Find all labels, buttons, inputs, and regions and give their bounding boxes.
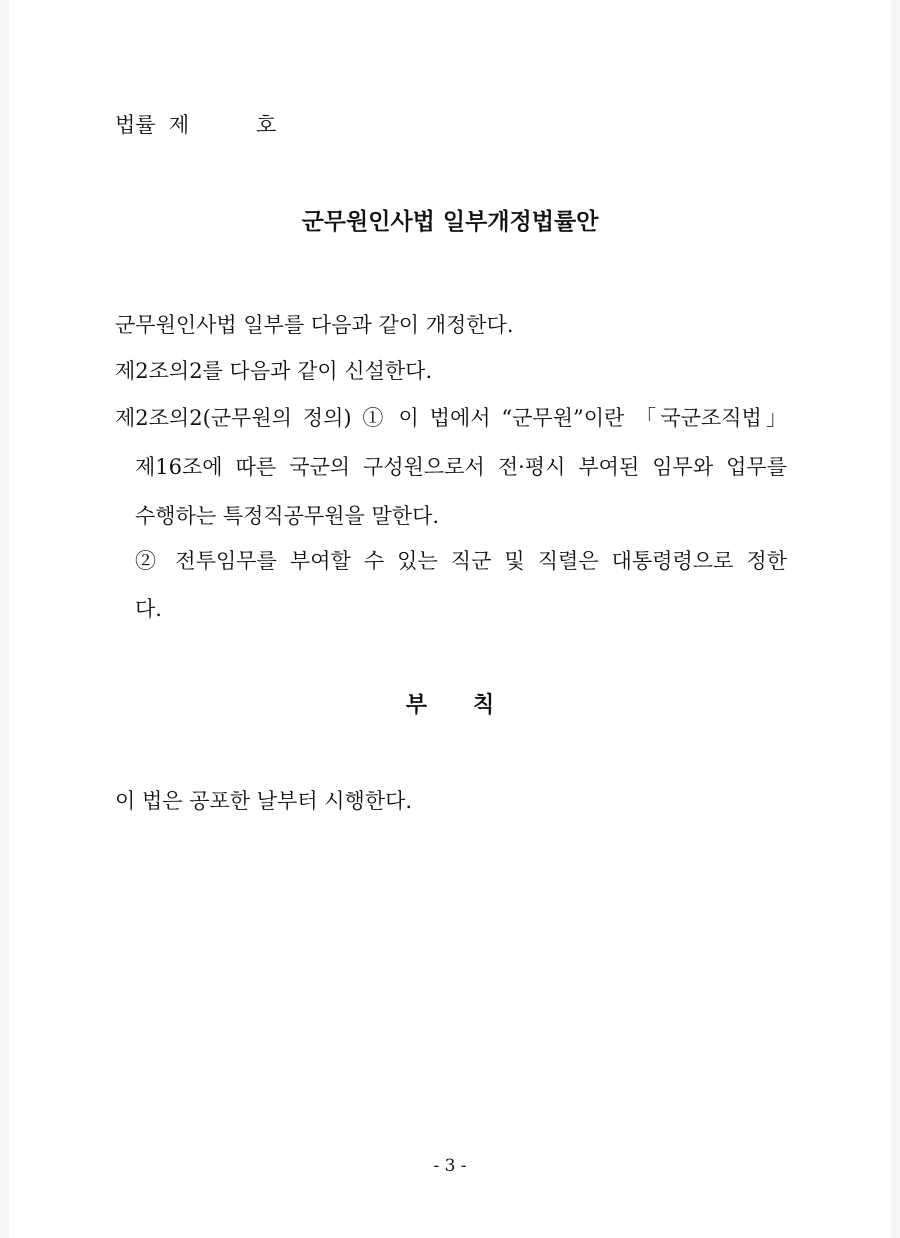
- article-text-line-5: 다.: [135, 597, 162, 621]
- article-text-line-4: ② 전투임무를 부여할 수 있는 직군 및 직렬은 대통령령으로 정한: [135, 549, 787, 573]
- addenda-text: 이 법은 공포한 날부터 시행한다.: [115, 789, 413, 813]
- right-margin-strip: [891, 0, 900, 1238]
- article-text-line-1: 제2조의2(군무원의 정의) ① 이 법에서 “군무원”이란 「국군조직법」: [115, 406, 787, 430]
- page-number: - 3 -: [433, 1156, 467, 1176]
- addenda-title: 부 칙: [405, 692, 495, 718]
- bill-title: 군무원인사법 일부개정법률안: [301, 208, 599, 235]
- article-text-line-3: 수행하는 특정직공무원을 말한다.: [135, 504, 440, 528]
- amendment-intro: 군무원인사법 일부를 다음과 같이 개정한다.: [115, 313, 514, 337]
- new-article-intro: 제2조의2를 다음과 같이 신설한다.: [115, 359, 433, 383]
- left-margin-strip: [0, 0, 9, 1238]
- document-page: [9, 0, 891, 1238]
- law-number: 법률 제 호: [115, 113, 277, 137]
- article-text-line-2: 제16조에 따른 국군의 구성원으로서 전·평시 부여된 임무와 업무를: [135, 455, 787, 479]
